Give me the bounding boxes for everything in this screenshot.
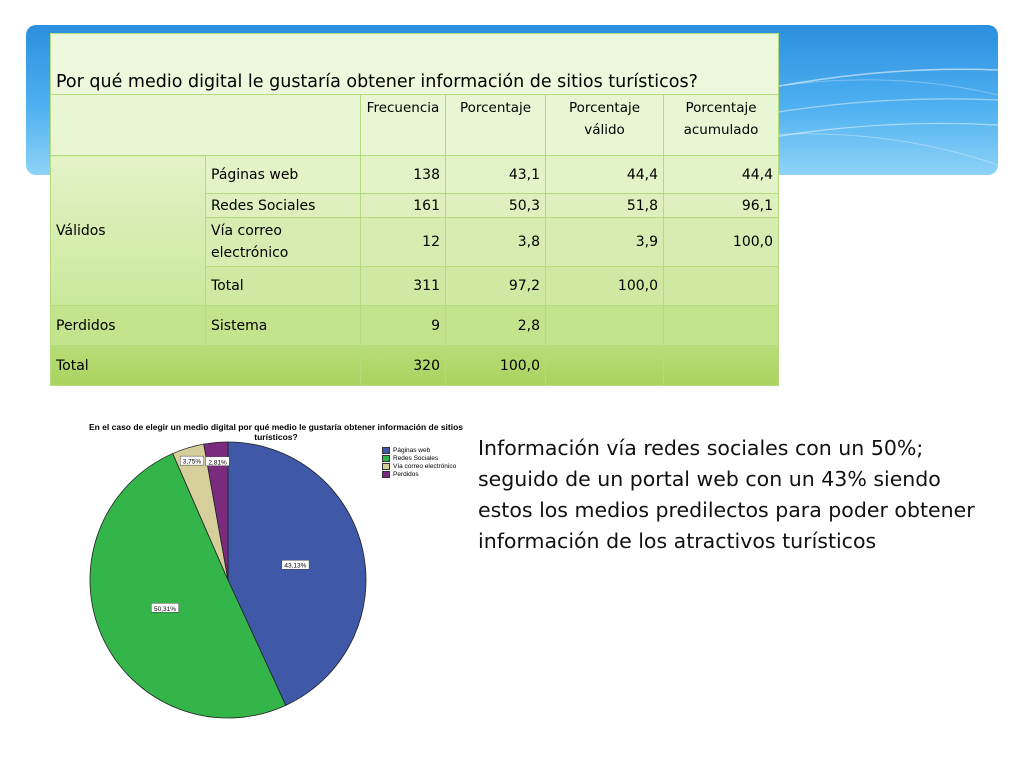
cell-porcentaje: 100,0 xyxy=(446,346,546,386)
cell-acumulado-empty xyxy=(664,346,779,386)
legend-item xyxy=(382,454,456,462)
group-label-perdidos: Perdidos xyxy=(51,306,206,346)
header-frecuencia: Frecuencia xyxy=(361,95,446,156)
legend-swatch xyxy=(382,463,390,470)
total-label: Total xyxy=(51,346,361,386)
legend-label: Redes Sociales xyxy=(393,454,439,462)
cell-acumulado-empty xyxy=(664,306,779,346)
data-label-text: 50,31% xyxy=(154,605,177,613)
cell-valido: 100,0 xyxy=(546,267,664,306)
header-porcentaje-acumulado: Porcentaje acumulado xyxy=(664,95,779,156)
cell-acumulado: 96,1 xyxy=(664,194,779,218)
row-label: Total xyxy=(206,267,361,306)
legend-label: Vía correo electrónico xyxy=(393,462,457,470)
cell-valido: 3,9 xyxy=(546,218,664,267)
data-label xyxy=(180,456,204,466)
pie-chart-container xyxy=(86,422,466,722)
data-label xyxy=(206,457,230,467)
cell-porcentaje: 50,3 xyxy=(446,194,546,218)
frequency-table-container xyxy=(50,33,778,386)
legend-swatch xyxy=(382,471,390,478)
cell-frecuencia: 311 xyxy=(361,267,446,306)
cell-porcentaje: 43,1 xyxy=(446,156,546,194)
cell-frecuencia: 320 xyxy=(361,346,446,386)
group-label-validos: Válidos xyxy=(51,156,206,306)
header-porcentaje: Porcentaje xyxy=(446,95,546,156)
legend-item xyxy=(382,446,456,454)
data-label xyxy=(282,560,309,570)
cell-valido-empty xyxy=(546,306,664,346)
cell-valido: 44,4 xyxy=(546,156,664,194)
data-label-text: 2,81% xyxy=(208,459,227,467)
cell-acumulado xyxy=(664,267,779,306)
cell-valido-empty xyxy=(546,346,664,386)
cell-frecuencia: 9 xyxy=(361,306,446,346)
cell-porcentaje: 2,8 xyxy=(446,306,546,346)
summary-text: Información vía redes sociales con un 50%; seguido de un portal web con un 43% siendo estos los medios predilectos para poder obtener información de los atractivos turísticos xyxy=(478,436,975,553)
table-total-row xyxy=(51,346,779,386)
legend-swatch xyxy=(382,455,390,462)
cell-frecuencia: 12 xyxy=(361,218,446,267)
table-title: Por qué medio digital le gustaría obtener información de sitios turísticos? xyxy=(51,34,779,95)
cell-frecuencia: 138 xyxy=(361,156,446,194)
cell-valido: 51,8 xyxy=(546,194,664,218)
cell-acumulado: 100,0 xyxy=(664,218,779,267)
legend-label: Páginas web xyxy=(393,446,431,454)
table-header-row xyxy=(51,95,779,156)
row-label: Sistema xyxy=(206,306,361,346)
table-title-row xyxy=(51,34,779,95)
cell-porcentaje: 97,2 xyxy=(446,267,546,306)
data-label-text: 43,13% xyxy=(284,562,307,570)
chart-legend xyxy=(382,446,456,478)
legend-label: Perdidos xyxy=(393,470,419,478)
legend-swatch xyxy=(382,447,390,454)
legend-item xyxy=(382,462,456,470)
frequency-table xyxy=(50,33,779,386)
cell-acumulado: 44,4 xyxy=(664,156,779,194)
row-label: Páginas web xyxy=(206,156,361,194)
legend-item xyxy=(382,470,456,478)
data-label xyxy=(151,603,178,613)
row-label: Vía correo electrónico xyxy=(206,218,361,267)
data-label-text: 3,75% xyxy=(182,458,202,466)
cell-porcentaje: 3,8 xyxy=(446,218,546,267)
chart-title: En el caso de elegir un medio digital por qué medio le gustaría obtener información de sitios turísticos? xyxy=(88,422,464,442)
table-row xyxy=(51,156,779,194)
table-row xyxy=(51,306,779,346)
header-empty-cell xyxy=(51,95,361,156)
row-label: Redes Sociales xyxy=(206,194,361,218)
header-porcentaje-valido: Porcentaje válido xyxy=(546,95,664,156)
cell-frecuencia: 161 xyxy=(361,194,446,218)
